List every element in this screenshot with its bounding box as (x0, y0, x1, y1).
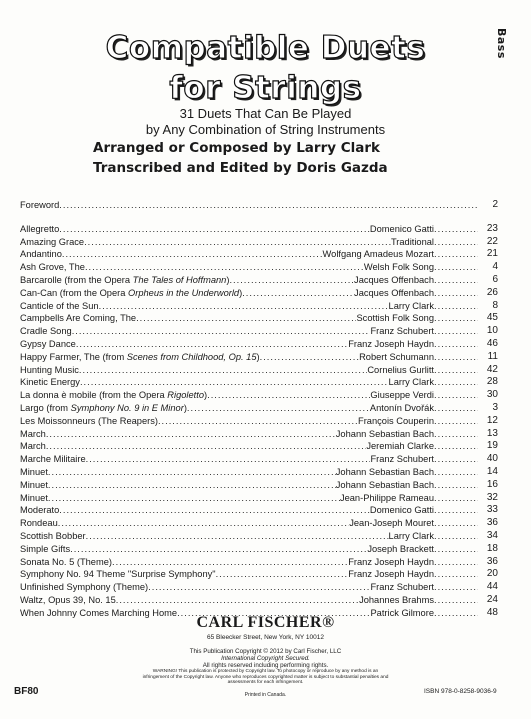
toc-composer: Jean-Philippe Rameau (339, 492, 434, 503)
toc-page: 8 (492, 299, 498, 311)
instrument-side-label: Bass (495, 28, 508, 59)
leader-dots (62, 248, 323, 261)
leader-dots (434, 236, 478, 249)
toc-title: March (20, 441, 46, 452)
toc-row[interactable] (20, 402, 498, 415)
leader-dots (434, 261, 478, 274)
toc-title: Sonata No. 5 (Theme) (20, 556, 112, 567)
toc-composer: Domenico Gatti (369, 223, 434, 234)
leader-dots (434, 274, 478, 287)
leader-dots (48, 479, 336, 492)
toc-page: 20 (486, 568, 498, 580)
toc-composer: François Couperin (358, 415, 434, 426)
toc-composer: Antonín Dvořák (369, 402, 434, 413)
toc-row[interactable] (20, 440, 498, 453)
toc-row[interactable] (20, 594, 498, 607)
toc-composer: Giuseppe Verdi (370, 390, 434, 401)
toc-row[interactable] (20, 492, 498, 505)
leader-dots (260, 351, 359, 364)
toc-composer: Franz Schubert (370, 582, 434, 593)
toc-title: La donna è mobile (from the Opera Rigoletto) (20, 390, 208, 401)
toc-page: 22 (486, 235, 498, 247)
toc-page: 34 (486, 529, 498, 541)
toc-row[interactable] (20, 428, 498, 441)
subtitle-line-2: by Any Combination of String Instruments (145, 122, 386, 137)
title-line-1: Compatible Duets (105, 30, 426, 66)
toc-page: 28 (486, 376, 498, 388)
leader-dots (70, 543, 367, 556)
leader-dots (434, 517, 478, 530)
toc-page: 46 (486, 337, 498, 349)
toc-composer: Jeremiah Clarke (366, 441, 434, 452)
leader-dots (80, 376, 389, 389)
toc-title: Moderato (20, 505, 60, 516)
toc-title: Simple Gifts (20, 543, 71, 554)
toc-composer: Jacques Offenbach (354, 274, 434, 285)
toc-row[interactable] (20, 364, 498, 377)
leader-dots (112, 556, 348, 569)
leader-dots (434, 530, 478, 543)
toc-row[interactable] (20, 274, 498, 287)
toc-title: Unfinished Symphony (Theme) (20, 582, 149, 593)
leader-dots (46, 440, 366, 453)
toc-title: Cradle Song (20, 326, 72, 337)
toc-title: Waltz, Opus 39, No. 15 (20, 594, 116, 605)
toc-title: Foreword (20, 200, 60, 210)
leader-dots (434, 466, 478, 479)
leader-dots (58, 517, 349, 530)
leader-dots (434, 453, 478, 466)
toc-row[interactable] (20, 504, 498, 517)
toc-row[interactable] (20, 479, 498, 492)
leader-dots (434, 389, 478, 402)
leader-dots (136, 312, 356, 325)
copyright-line-3: All rights reserved including performing rights. (202, 662, 329, 669)
leader-dots (216, 568, 349, 581)
leader-dots (148, 581, 370, 594)
toc-composer: Jacques Offenbach (354, 287, 434, 298)
toc-page: 44 (486, 581, 498, 593)
leader-dots (434, 376, 478, 389)
leader-dots (116, 594, 359, 607)
toc-row[interactable] (20, 312, 498, 325)
leader-dots (434, 479, 478, 492)
toc-title: Minuet (20, 479, 48, 490)
leader-dots (434, 415, 478, 428)
leader-dots (76, 338, 348, 351)
toc-list (20, 223, 498, 620)
toc-composer: Patrick Gilmore (370, 607, 434, 618)
toc-title: Amazing Grace (20, 236, 85, 247)
leader-dots (434, 351, 478, 364)
toc-title: Minuet (20, 466, 48, 477)
toc-title: Barcarolle (from the Opera The Tales of Hoffmann) (20, 274, 230, 285)
toc-page: 26 (486, 286, 498, 298)
toc-row[interactable] (20, 300, 498, 313)
toc-composer: Franz Joseph Haydn (348, 338, 434, 349)
toc-title: When Johnny Comes Marching Home (20, 607, 178, 618)
toc-page: 16 (486, 478, 498, 490)
toc-row[interactable] (20, 325, 498, 338)
toc-page: 4 (492, 261, 498, 273)
toc-row[interactable] (20, 389, 498, 402)
toc-row[interactable] (20, 556, 498, 569)
toc-title: Ash Grove, The (20, 262, 85, 273)
leader-dots (242, 287, 354, 300)
toc-title: Kinetic Energy (20, 377, 80, 388)
toc-title: Canticle of the Sun (20, 300, 99, 311)
toc-row[interactable] (20, 287, 498, 300)
leader-dots (434, 492, 478, 505)
toc-title: Marche Militaire (20, 454, 86, 465)
toc-page: 36 (486, 555, 498, 567)
toc-title: Scottish Bobber (20, 530, 86, 541)
editor-credit: Transcribed and Edited by Doris Gazda (93, 160, 388, 176)
toc-composer: Johann Sebastian Bach (335, 428, 434, 439)
toc-page: 33 (486, 504, 498, 516)
leader-dots (434, 338, 478, 351)
toc-page: 18 (486, 542, 498, 554)
toc-title: Gypsy Dance (20, 338, 76, 349)
toc-page: 19 (486, 440, 498, 452)
leader-dots (434, 248, 478, 261)
toc-row[interactable] (20, 581, 498, 594)
toc-page: 40 (486, 453, 498, 465)
toc-composer: Johannes Brahms (359, 594, 434, 605)
copyright-warning: WARNING! This publication is protected by Copyright law. To photocopy or reproduce by any method is an infringement of the Copyright law. Anyone who reproduces copyrighted matter is subject to substantial penalties and assessments for each infringement. (142, 669, 389, 686)
toc-row[interactable] (20, 223, 498, 236)
leader-dots (434, 402, 478, 415)
toc-title: March (20, 428, 46, 439)
toc-page: 13 (486, 427, 498, 439)
isbn-number: ISBN 978-0-8258-9036-9 (424, 688, 497, 695)
toc-composer: Larry Clark (388, 377, 434, 388)
toc-row[interactable] (20, 568, 498, 581)
toc-page: 10 (486, 325, 498, 337)
toc-row[interactable] (20, 248, 498, 261)
leader-dots (59, 223, 370, 236)
leader-dots (99, 300, 389, 313)
toc-title: Les Moissonneurs (The Reapers) (20, 415, 158, 426)
toc-page: 12 (486, 414, 498, 426)
toc-page: 42 (486, 363, 498, 375)
leader-dots (434, 287, 478, 300)
toc-composer: Cornelius Gurlitt (367, 364, 434, 375)
leader-dots (434, 556, 478, 569)
toc-row[interactable] (20, 530, 498, 543)
leader-dots (48, 466, 336, 479)
toc-composer: Franz Joseph Haydn (348, 569, 434, 580)
toc-page: 2 (492, 199, 498, 210)
leader-dots (187, 402, 370, 415)
toc-row[interactable] (20, 236, 498, 249)
toc-composer: Wolfgang Amadeus Mozart (322, 249, 434, 260)
leader-dots (86, 453, 371, 466)
table-of-contents (20, 199, 498, 620)
leader-dots (434, 581, 478, 594)
toc-page: 48 (486, 606, 498, 618)
leader-dots (158, 415, 358, 428)
leader-dots (434, 504, 478, 517)
toc-composer: Robert Schumann (359, 351, 434, 362)
leader-dots (86, 530, 389, 543)
leader-dots (59, 199, 478, 212)
leader-dots (59, 504, 370, 517)
toc-page: 21 (486, 248, 498, 260)
toc-title: Can-Can (from the Opera Orpheus in the Underworld) (20, 287, 243, 298)
toc-composer: Franz Schubert (370, 326, 434, 337)
toc-composer: Franz Schubert (370, 454, 434, 465)
toc-title: Hunting Music (20, 364, 79, 375)
toc-composer: Larry Clark (388, 300, 434, 311)
toc-row-foreword[interactable] (20, 199, 498, 212)
toc-title: Happy Farmer, The (from Scenes from Childhood, Op. 15) (20, 351, 260, 362)
toc-composer: Johann Sebastian Bach (335, 479, 434, 490)
leader-dots (85, 261, 364, 274)
publisher-address: 65 Bleecker Street, New York, NY 10012 (207, 634, 324, 641)
toc-row[interactable] (20, 517, 498, 530)
arranger-credit: Arranged or Composed by Larry Clark (93, 140, 381, 156)
toc-composer: Joseph Brackett (367, 543, 434, 554)
publisher-logo: CARL FISCHER® (196, 614, 335, 631)
toc-page: 32 (486, 491, 498, 503)
toc-composer: Welsh Folk Song (363, 262, 434, 273)
title-line-2: for Strings (169, 70, 362, 106)
toc-page: 23 (486, 222, 498, 234)
toc-row[interactable] (20, 376, 498, 389)
leader-dots (434, 300, 478, 313)
leader-dots (434, 364, 478, 377)
toc-row[interactable] (20, 453, 498, 466)
toc-title: Campbells Are Coming, The (20, 313, 137, 324)
toc-row[interactable] (20, 261, 498, 274)
leader-dots (46, 428, 336, 441)
toc-title: Andantino (20, 249, 62, 260)
leader-dots (48, 492, 340, 505)
toc-composer: Traditional (390, 236, 434, 247)
toc-composer: Johann Sebastian Bach (335, 466, 434, 477)
leader-dots (434, 325, 478, 338)
toc-composer: Domenico Gatti (369, 505, 434, 516)
toc-composer: Jean-Joseph Mouret (349, 518, 434, 529)
toc-row[interactable] (20, 543, 498, 556)
toc-page: 45 (486, 312, 498, 324)
leader-dots (434, 568, 478, 581)
toc-page: 3 (492, 401, 498, 413)
leader-dots (434, 312, 478, 325)
toc-composer: Franz Joseph Haydn (348, 556, 434, 567)
toc-title: Symphony No. 94 Theme "Surprise Symphony" (20, 569, 216, 580)
catalog-code: BF80 (14, 686, 39, 697)
toc-title: Allegretto (20, 223, 60, 234)
toc-title: Rondeau (20, 518, 58, 529)
toc-row[interactable] (20, 338, 498, 351)
leader-dots (79, 364, 367, 377)
toc-composer: Larry Clark (388, 530, 434, 541)
toc-row[interactable] (20, 351, 498, 364)
toc-row[interactable] (20, 415, 498, 428)
toc-page: 30 (486, 389, 498, 401)
toc-page: 36 (486, 517, 498, 529)
toc-composer: Scottish Folk Song (356, 313, 434, 324)
toc-title: Largo (from Symphony No. 9 in E Minor) (20, 402, 187, 413)
copyright-line-1: This Publication Copyright © 2012 by Carl Fischer, LLC (189, 648, 342, 655)
leader-dots (434, 594, 478, 607)
leader-dots (434, 440, 478, 453)
leader-dots (72, 325, 371, 338)
copyright-line-2: International Copyright Secured. (221, 655, 310, 662)
subtitle-line-1: 31 Duets That Can Be Played (179, 106, 352, 121)
leader-dots (229, 274, 354, 287)
toc-title: Minuet (20, 492, 48, 503)
toc-page: 11 (487, 350, 498, 362)
toc-page: 14 (486, 465, 498, 477)
leader-dots (434, 428, 478, 441)
toc-page: 6 (492, 273, 498, 285)
leader-dots (207, 389, 370, 402)
toc-row[interactable] (20, 466, 498, 479)
leader-dots (434, 223, 478, 236)
printed-in: Printed in Canada. (244, 692, 287, 698)
toc-page: 24 (486, 593, 498, 605)
leader-dots (84, 236, 391, 249)
leader-dots (434, 543, 478, 556)
